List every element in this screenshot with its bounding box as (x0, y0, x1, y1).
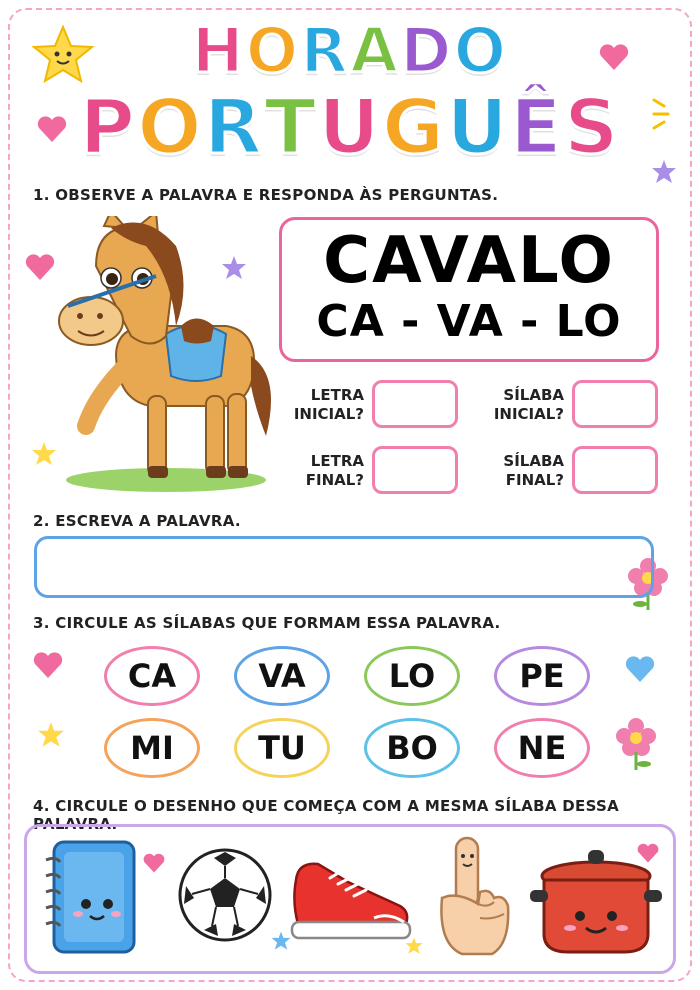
horse-illustration (56, 216, 276, 496)
question-1: 1. OBSERVE A PALAVRA E RESPONDA ÀS PERGUNTAS. (33, 186, 499, 204)
label-letra-inicial: LETRA INICIAL? (293, 386, 364, 423)
title-line-1: HORADO (191, 14, 509, 87)
title-line-2: PORTUGUÊS (79, 82, 621, 171)
heart-icon (142, 852, 166, 874)
star-icon (36, 720, 66, 750)
word-text: CAVALO (323, 224, 615, 298)
answer-box-letra-final[interactable] (372, 446, 458, 494)
answer-box-silaba-final[interactable] (572, 446, 658, 494)
question-4: 4. CIRCULE O DESENHO QUE COMEÇA COM A MESMA SÍLABA DESSA PALAVRA. (33, 797, 620, 833)
syllable-option[interactable]: CA (104, 646, 200, 706)
star-icon (270, 930, 292, 952)
label-letra-final: LETRA FINAL? (305, 452, 364, 489)
star-icon (30, 440, 58, 468)
heart-icon (624, 654, 656, 684)
syllable-option[interactable]: LO (364, 646, 460, 706)
label-silaba-inicial: SÍLABA INICIAL? (493, 386, 564, 423)
syllable-option[interactable]: TU (234, 718, 330, 778)
ball-picture[interactable] (176, 846, 274, 944)
question-2: 2. ESCREVA A PALAVRA. (33, 512, 241, 530)
answer-box-letra-inicial[interactable] (372, 380, 458, 428)
flower-icon (612, 714, 660, 774)
syllable-option[interactable]: VA (234, 646, 330, 706)
write-word-field[interactable] (34, 536, 654, 598)
heart-icon (32, 650, 64, 680)
word-syllables: CA - VA - LO (316, 296, 622, 347)
syllable-option[interactable]: PE (494, 646, 590, 706)
notebook-picture[interactable] (42, 838, 142, 958)
syllable-option[interactable]: MI (104, 718, 200, 778)
label-silaba-final: SÍLABA FINAL? (503, 452, 564, 489)
heart-icon (636, 842, 660, 864)
sneaker-picture[interactable] (288, 852, 414, 944)
heart-icon (24, 252, 56, 282)
syllable-option[interactable]: BO (364, 718, 460, 778)
question-3: 3. CIRCULE AS SÍLABAS QUE FORMAM ESSA PALAVRA. (33, 614, 501, 632)
word-box (279, 217, 659, 362)
star-icon (404, 936, 424, 956)
answer-box-silaba-inicial[interactable] (572, 380, 658, 428)
syllable-option[interactable]: NE (494, 718, 590, 778)
finger-picture[interactable] (432, 834, 514, 960)
